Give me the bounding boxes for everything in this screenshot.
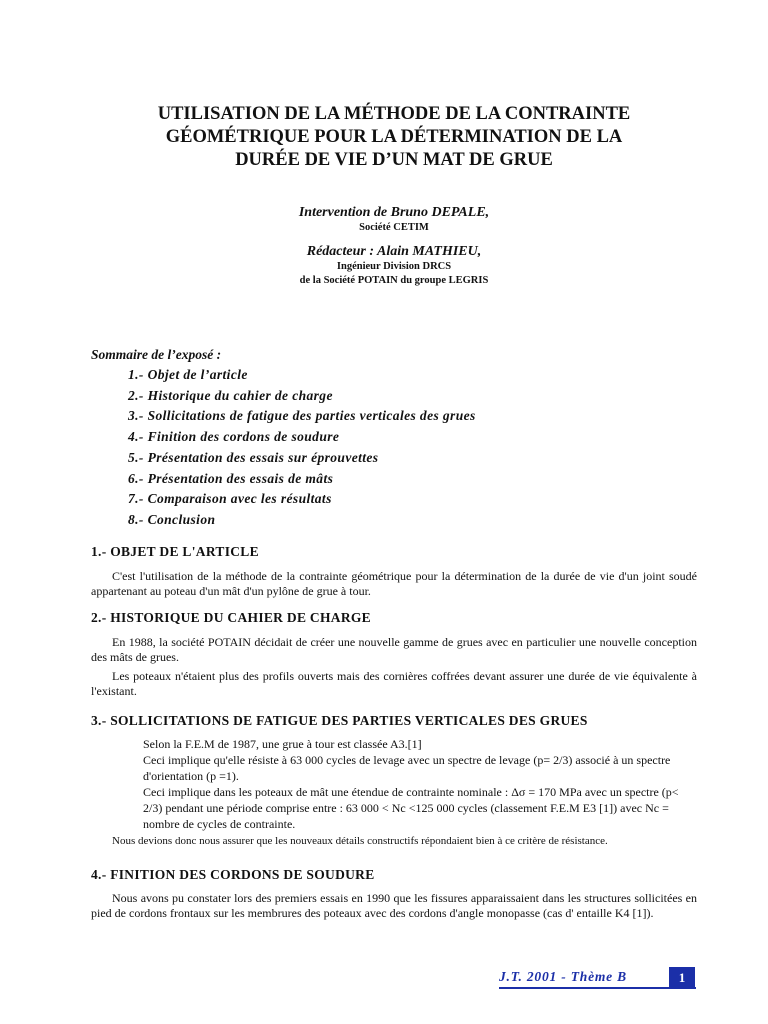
speaker-block (90, 204, 698, 235)
summary-item: 7.- Comparaison avec les résultats (128, 491, 332, 507)
section-line: Ceci implique dans les poteaux de mât une étendue de contrainte nominale : Δσ = 170 MPa avec un spectre (p< 2/3) pendant une période comprise entre : 63 000 < Nc <125 000 cycles (classement F.E.M E3 [1]) avec Nc = nombre de cycles de contrainte. (143, 785, 679, 831)
summary-list (91, 365, 651, 531)
section-finition (91, 866, 697, 921)
section-line: Selon la F.E.M de 1987, une grue à tour est classée A3.[1] (143, 737, 422, 751)
section-heading: 2.- HISTORIQUE DU CAHIER DE CHARGE (91, 610, 371, 625)
summary-item: 6.- Présentation des essais de mâts (128, 470, 334, 486)
summary-item: 4.- Finition des cordons de soudure (128, 429, 340, 445)
section-historique (91, 609, 697, 699)
page-number-badge: 1 (669, 967, 695, 988)
speaker-affiliation: Société CETIM (359, 222, 429, 233)
summary-item: 8.- Conclusion (128, 511, 216, 527)
footer-label: J.T. 2001 - Thème B (499, 969, 627, 984)
summary-item: 3.- Sollicitations de fatigue des parties verticales des grues (128, 408, 476, 424)
section-paragraph: Nous avons pu constater lors des premiers essais en 1990 que les fissures apparaissaient dans les structures sollicitées en pied de cordons frontaux sur les membrures des poteaux avec des cordons d'angle monopasse (cas d' entaille K4 [1]). (91, 891, 697, 920)
redactor-affiliation-1: Ingénieur Division DRCS (336, 261, 452, 272)
summary-item: 5.- Présentation des essais sur éprouvettes (128, 449, 379, 465)
redactor-block (90, 243, 698, 288)
section-heading: 4.- FINITION DES CORDONS DE SOUDURE (91, 867, 375, 882)
section-conclusion: Nous devions donc nous assurer que les nouveaux détails constructifs répondaient bien à ce critère de résistance. (112, 835, 608, 847)
summary (91, 345, 651, 531)
speaker-name: Intervention de Bruno DEPALE, (298, 205, 490, 220)
section-line: Ceci implique qu'elle résiste à 63 000 cycles de levage avec un spectre de levage (p= 2/3) associé à un spectre d'orientation (p =1). (143, 753, 671, 783)
title-line-2: GÉOMÉTRIQUE POUR LA DÉTERMINATION DE LA (165, 127, 623, 147)
summary-item: 1.- Objet de l’article (128, 367, 248, 382)
document-title (90, 103, 698, 172)
section-heading: 3.- SOLLICITATIONS DE FATIGUE DES PARTIES VERTICALES DES GRUES (91, 713, 588, 728)
redactor-affiliation-2: de la Société POTAIN du groupe LEGRIS (299, 275, 489, 286)
title-line-3: DURÉE DE VIE D’UN MAT DE GRUE (235, 150, 553, 170)
section-paragraph: Les poteaux n'étaient plus des profils ouverts mais des cornières coffrées devant assurer une durée de vie équivalente à l'existant. (91, 669, 697, 698)
section-indented-block (91, 736, 697, 832)
summary-title: Sommaire de l’exposé : (91, 347, 222, 362)
summary-item: 2.- Historique du cahier de charge (128, 387, 333, 403)
section-sollicitations (91, 712, 697, 848)
section-paragraph: En 1988, la société POTAIN décidait de créer une nouvelle gamme de grues avec en particulier une nouvelle conception des mâts de grues. (91, 635, 697, 664)
section-objet (91, 543, 697, 599)
title-line-1: UTILISATION DE LA MÉTHODE DE LA CONTRAINTE (157, 104, 631, 124)
redactor-name: Rédacteur : Alain MATHIEU, (306, 244, 482, 259)
section-heading: 1.- OBJET DE L'ARTICLE (91, 544, 259, 559)
footer-rule (499, 987, 696, 989)
section-paragraph: C'est l'utilisation de la méthode de la contrainte géométrique pour la détermination de la durée de vie d'un joint soudé appartenant au poteau d'un mât d'un pylône de grue à tour. (91, 569, 697, 598)
